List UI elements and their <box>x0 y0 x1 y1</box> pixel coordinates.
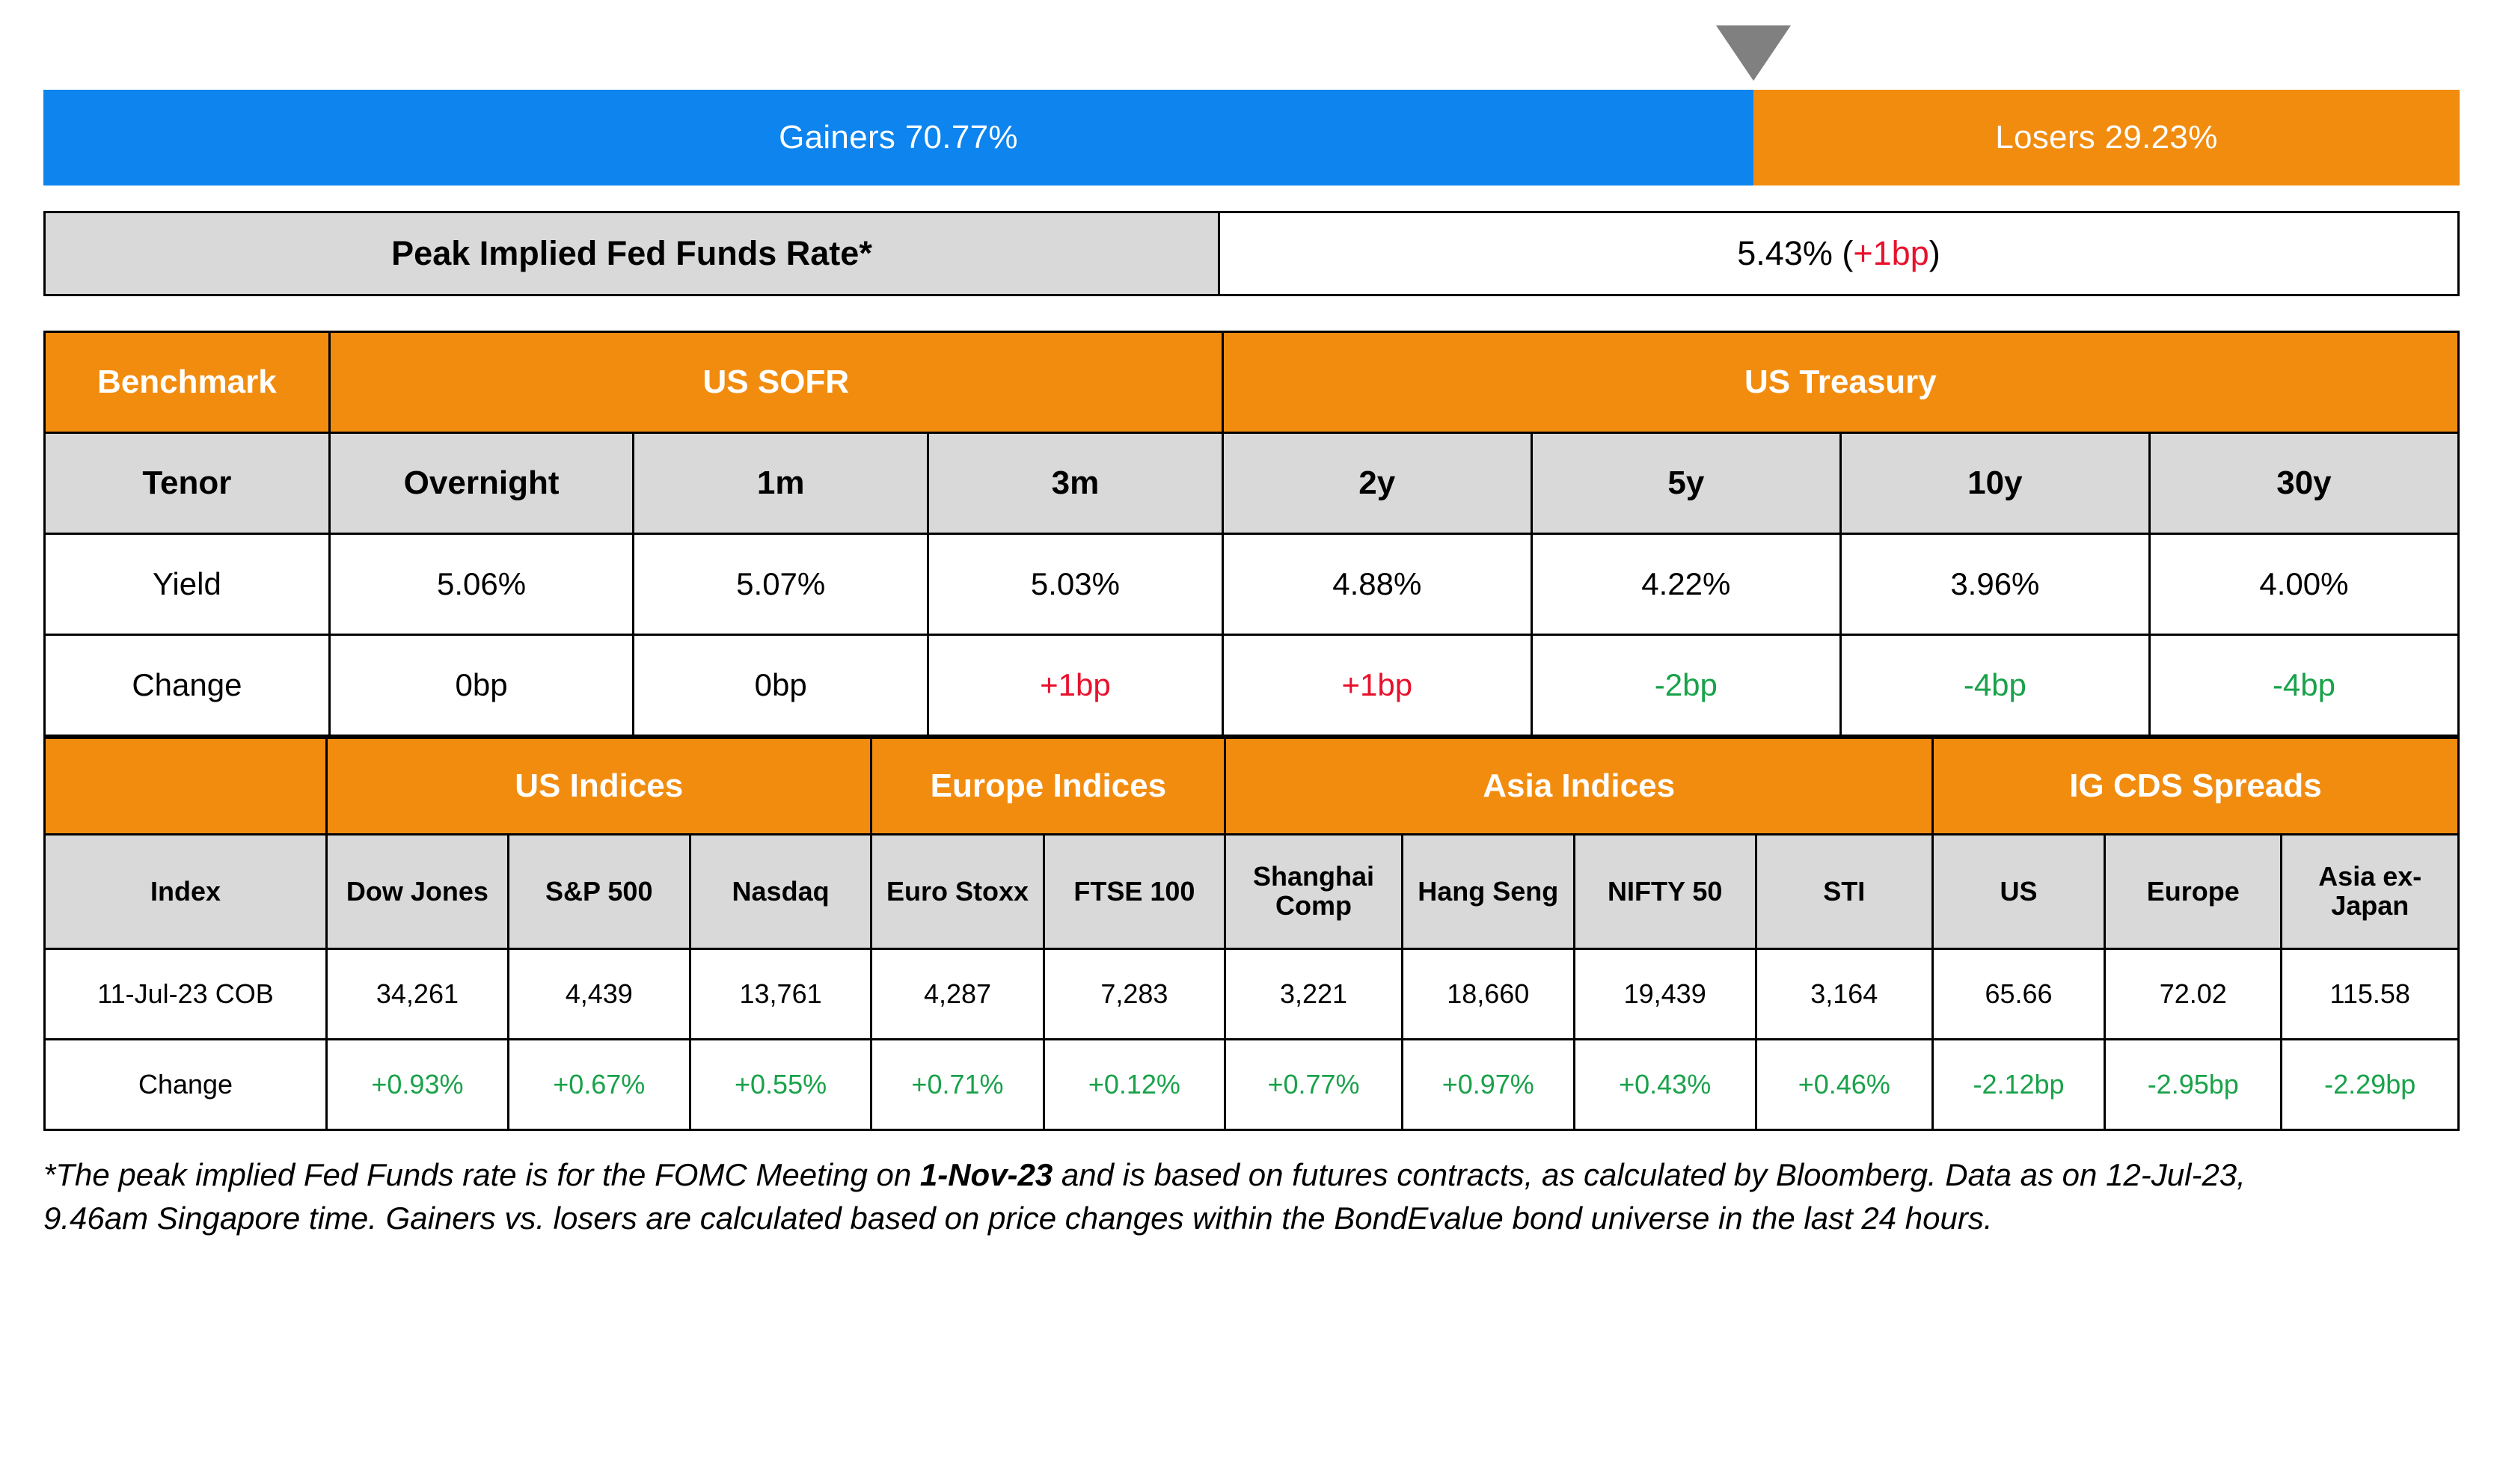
yield-5y: 4.22% <box>1531 534 1840 635</box>
change-sp-500: +0.67% <box>508 1040 690 1130</box>
table-row <box>45 949 2459 1040</box>
table-row <box>45 433 2459 534</box>
change-nifty-50: +0.43% <box>1574 1040 1756 1130</box>
change-2y: +1bp <box>1222 635 1531 736</box>
tenor-3m: 3m <box>928 433 1223 534</box>
indices-change-label: Change <box>45 1040 327 1130</box>
triangle-down-icon <box>1716 25 1791 81</box>
col-sp-500: S&P 500 <box>508 835 690 949</box>
col-shanghai-comp: Shanghai Comp <box>1225 835 1402 949</box>
cob-hang-seng: 18,660 <box>1402 949 1574 1040</box>
change-asia-ex-japan-cds: -2.29bp <box>2282 1040 2459 1130</box>
change-hang-seng: +0.97% <box>1402 1040 1574 1130</box>
tenor-10y: 10y <box>1840 433 2149 534</box>
indices-table <box>43 737 2460 1131</box>
peak-implied-rate-value <box>1220 213 2457 294</box>
yield-3m: 5.03% <box>928 534 1223 635</box>
footnote-date: 1-Nov-23 <box>919 1157 1053 1192</box>
cob-europe: 72.02 <box>2105 949 2282 1040</box>
table-row <box>45 835 2459 949</box>
table-row <box>45 332 2459 433</box>
cob-asia-ex-japan: 115.58 <box>2282 949 2459 1040</box>
header-europe-indices: Europe Indices <box>871 738 1225 835</box>
change-1m: 0bp <box>634 635 928 736</box>
change-us-cds: -2.12bp <box>1933 1040 2105 1130</box>
table-row <box>45 635 2459 736</box>
change-30y: -4bp <box>2149 635 2458 736</box>
header-us-treasury: US Treasury <box>1222 332 2458 433</box>
cob-nasdaq: 13,761 <box>690 949 871 1040</box>
change-shanghai-comp: +0.77% <box>1225 1040 1402 1130</box>
yield-10y: 3.96% <box>1840 534 2149 635</box>
col-europe: Europe <box>2105 835 2282 949</box>
footnote-part1: *The peak implied Fed Funds rate is for the FOMC Meeting on <box>43 1157 920 1192</box>
cob-nifty-50: 19,439 <box>1574 949 1756 1040</box>
index-label: Index <box>45 835 327 949</box>
tenor-1m: 1m <box>634 433 928 534</box>
table-row <box>45 738 2459 835</box>
cob-ftse-100: 7,283 <box>1044 949 1225 1040</box>
change-label: Change <box>45 635 330 736</box>
col-nifty-50: NIFTY 50 <box>1574 835 1756 949</box>
losers-segment: Losers 29.23% <box>1753 90 2460 186</box>
col-us: US <box>1933 835 2105 949</box>
header-us-indices: US Indices <box>327 738 871 835</box>
header-us-sofr: US SOFR <box>329 332 1222 433</box>
cob-euro-stoxx: 4,287 <box>871 949 1044 1040</box>
change-overnight: 0bp <box>329 635 634 736</box>
yield-1m: 5.07% <box>634 534 928 635</box>
tenor-5y: 5y <box>1531 433 1840 534</box>
change-10y: -4bp <box>1840 635 2149 736</box>
peak-rate-number: 5.43% ( <box>1737 234 1854 272</box>
header-ig-cds-spreads: IG CDS Spreads <box>1933 738 2459 835</box>
yield-30y: 4.00% <box>2149 534 2458 635</box>
yield-2y: 4.88% <box>1222 534 1531 635</box>
yield-overnight: 5.06% <box>329 534 634 635</box>
change-5y: -2bp <box>1531 635 1840 736</box>
tenor-2y: 2y <box>1222 433 1531 534</box>
change-dow-jones: +0.93% <box>327 1040 509 1130</box>
change-sti: +0.46% <box>1756 1040 1932 1130</box>
tenor-label: Tenor <box>45 433 330 534</box>
col-dow-jones: Dow Jones <box>327 835 509 949</box>
gainers-losers-bar <box>43 90 2460 186</box>
cob-sp-500: 4,439 <box>508 949 690 1040</box>
col-sti: STI <box>1756 835 1932 949</box>
gainers-segment: Gainers 70.77% <box>43 90 1753 186</box>
cob-sti: 3,164 <box>1756 949 1932 1040</box>
cob-label: 11-Jul-23 COB <box>45 949 327 1040</box>
footnote <box>43 1153 2347 1240</box>
benchmark-rates-table <box>43 331 2460 737</box>
change-ftse-100: +0.12% <box>1044 1040 1225 1130</box>
footnote-part2: and is based on futures contracts, as calculated by Bloomberg. Data as on 12-Jul-23, 9.46am Singapore time. Gainers vs. losers are calculated based on price changes within the BondEvalue bond universe in the last 24 hours. <box>43 1157 2246 1236</box>
header-asia-indices: Asia Indices <box>1225 738 1933 835</box>
cob-dow-jones: 34,261 <box>327 949 509 1040</box>
peak-implied-rate-row <box>43 211 2460 296</box>
yield-label: Yield <box>45 534 330 635</box>
change-europe-cds: -2.95bp <box>2105 1040 2282 1130</box>
change-nasdaq: +0.55% <box>690 1040 871 1130</box>
change-3m: +1bp <box>928 635 1223 736</box>
peak-rate-change: +1bp <box>1853 234 1929 272</box>
col-hang-seng: Hang Seng <box>1402 835 1574 949</box>
peak-rate-suffix: ) <box>1928 234 1940 272</box>
col-euro-stoxx: Euro Stoxx <box>871 835 1044 949</box>
table-row <box>45 1040 2459 1130</box>
gainers-losers-section <box>43 90 2460 186</box>
header-index-blank <box>45 738 327 835</box>
col-nasdaq: Nasdaq <box>690 835 871 949</box>
tenor-30y: 30y <box>2149 433 2458 534</box>
header-benchmark: Benchmark <box>45 332 330 433</box>
cob-us: 65.66 <box>1933 949 2105 1040</box>
col-ftse-100: FTSE 100 <box>1044 835 1225 949</box>
cob-shanghai-comp: 3,221 <box>1225 949 1402 1040</box>
peak-implied-rate-label: Peak Implied Fed Funds Rate* <box>46 213 1220 294</box>
col-asia-ex-japan: Asia ex-Japan <box>2282 835 2459 949</box>
tenor-overnight: Overnight <box>329 433 634 534</box>
change-euro-stoxx: +0.71% <box>871 1040 1044 1130</box>
table-row <box>45 534 2459 635</box>
